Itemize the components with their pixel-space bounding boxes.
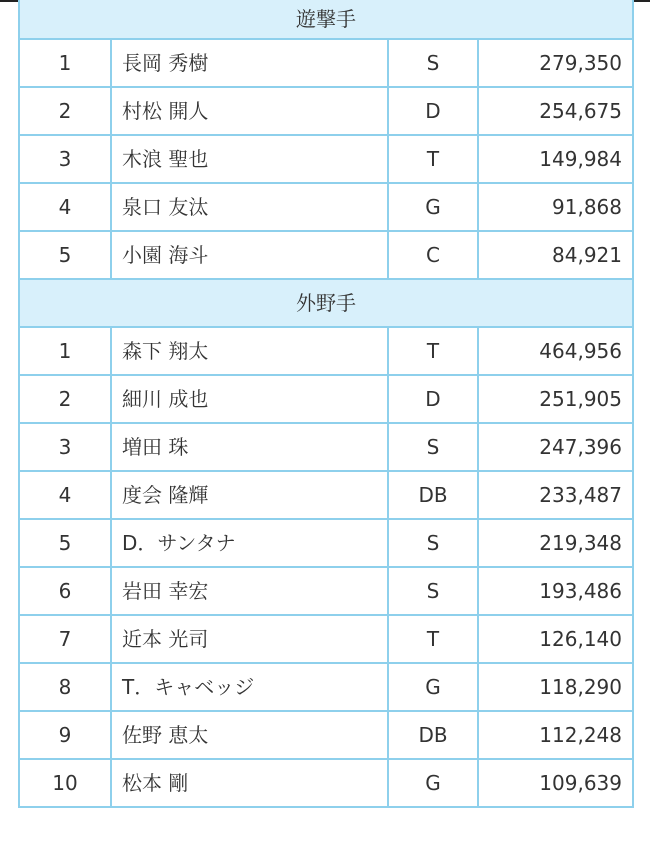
- section-title: 遊撃手: [19, 0, 633, 39]
- rank-cell: 1: [19, 327, 111, 375]
- table-row: [19, 567, 633, 615]
- team-cell: D: [388, 87, 478, 135]
- votes-cell: 279,350: [478, 39, 633, 87]
- player-name-cell: 村松 開人: [111, 87, 388, 135]
- table-row: [19, 87, 633, 135]
- rank-cell: 3: [19, 423, 111, 471]
- table-row: [19, 39, 633, 87]
- player-name-cell: T．キャベッジ: [111, 663, 388, 711]
- rank-cell: 4: [19, 183, 111, 231]
- rank-cell: 8: [19, 663, 111, 711]
- votes-cell: 91,868: [478, 183, 633, 231]
- team-cell: T: [388, 135, 478, 183]
- player-name-cell: 細川 成也: [111, 375, 388, 423]
- team-cell: DB: [388, 471, 478, 519]
- team-cell: S: [388, 39, 478, 87]
- rank-cell: 5: [19, 519, 111, 567]
- team-cell: C: [388, 231, 478, 279]
- player-name-cell: 松本 剛: [111, 759, 388, 807]
- table-row: [19, 519, 633, 567]
- rank-cell: 2: [19, 87, 111, 135]
- votes-cell: 126,140: [478, 615, 633, 663]
- player-name-cell: 増田 珠: [111, 423, 388, 471]
- team-cell: G: [388, 663, 478, 711]
- team-cell: S: [388, 567, 478, 615]
- player-name-cell: 小園 海斗: [111, 231, 388, 279]
- player-name-cell: 木浪 聖也: [111, 135, 388, 183]
- team-cell: G: [388, 183, 478, 231]
- rank-cell: 4: [19, 471, 111, 519]
- table-row: [19, 471, 633, 519]
- team-cell: G: [388, 759, 478, 807]
- player-name-cell: 泉口 友汰: [111, 183, 388, 231]
- votes-cell: 112,248: [478, 711, 633, 759]
- player-name-cell: D．サンタナ: [111, 519, 388, 567]
- team-cell: S: [388, 519, 478, 567]
- section-title: 外野手: [19, 279, 633, 327]
- rank-cell: 10: [19, 759, 111, 807]
- table-row: [19, 135, 633, 183]
- vote-ranking-table-container: [18, 0, 632, 808]
- rank-cell: 7: [19, 615, 111, 663]
- votes-cell: 84,921: [478, 231, 633, 279]
- votes-cell: 149,984: [478, 135, 633, 183]
- table-row: [19, 231, 633, 279]
- player-name-cell: 度会 隆輝: [111, 471, 388, 519]
- votes-cell: 193,486: [478, 567, 633, 615]
- rank-cell: 9: [19, 711, 111, 759]
- player-name-cell: 長岡 秀樹: [111, 39, 388, 87]
- rank-cell: 2: [19, 375, 111, 423]
- votes-cell: 109,639: [478, 759, 633, 807]
- team-cell: S: [388, 423, 478, 471]
- votes-cell: 118,290: [478, 663, 633, 711]
- rank-cell: 1: [19, 39, 111, 87]
- team-cell: DB: [388, 711, 478, 759]
- player-name-cell: 近本 光司: [111, 615, 388, 663]
- vote-ranking-table: [18, 0, 634, 808]
- section-header-outfield: [19, 279, 633, 327]
- section-header-shortstop: [19, 0, 633, 39]
- team-cell: T: [388, 615, 478, 663]
- player-name-cell: 岩田 幸宏: [111, 567, 388, 615]
- votes-cell: 233,487: [478, 471, 633, 519]
- table-row: [19, 183, 633, 231]
- rank-cell: 5: [19, 231, 111, 279]
- rank-cell: 3: [19, 135, 111, 183]
- votes-cell: 247,396: [478, 423, 633, 471]
- table-row: [19, 663, 633, 711]
- team-cell: D: [388, 375, 478, 423]
- votes-cell: 251,905: [478, 375, 633, 423]
- player-name-cell: 佐野 恵太: [111, 711, 388, 759]
- table-row: [19, 327, 633, 375]
- table-row: [19, 615, 633, 663]
- table-row: [19, 711, 633, 759]
- votes-cell: 254,675: [478, 87, 633, 135]
- votes-cell: 219,348: [478, 519, 633, 567]
- table-row: [19, 375, 633, 423]
- table-row: [19, 423, 633, 471]
- table-row: [19, 759, 633, 807]
- team-cell: T: [388, 327, 478, 375]
- rank-cell: 6: [19, 567, 111, 615]
- votes-cell: 464,956: [478, 327, 633, 375]
- player-name-cell: 森下 翔太: [111, 327, 388, 375]
